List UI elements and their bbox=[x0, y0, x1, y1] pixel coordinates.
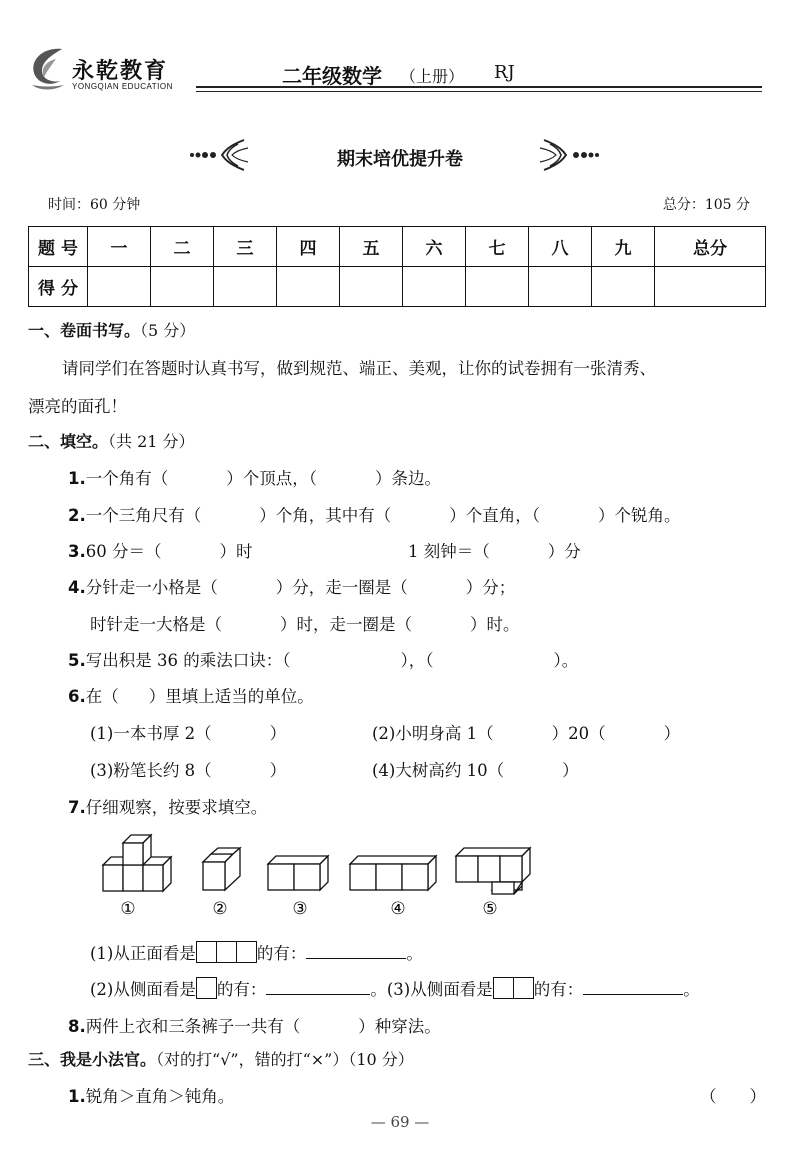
question-text: ）分，走一圈是（ bbox=[275, 578, 408, 597]
question-2-7 bbox=[68, 794, 267, 818]
question-text: ）个直角，（ bbox=[449, 506, 540, 525]
score-table-col-8: 八 bbox=[529, 227, 592, 267]
score-cell-total[interactable] bbox=[655, 267, 766, 307]
section-1-line-2: 漂亮的面孔！ bbox=[28, 397, 127, 416]
score-table-col-3: 三 bbox=[214, 227, 277, 267]
question-text: 的有： bbox=[256, 944, 307, 963]
book-volume: （上册） bbox=[400, 67, 465, 86]
question-number: 4. bbox=[68, 578, 86, 597]
cube-figure-2 bbox=[203, 848, 240, 890]
question-text: 。 bbox=[406, 944, 423, 963]
cube-label-4: ④ bbox=[390, 899, 406, 919]
question-number: 7. bbox=[68, 798, 86, 817]
score-cell[interactable] bbox=[403, 267, 466, 307]
question-2-7-2 bbox=[90, 976, 700, 1000]
question-text: 在（ bbox=[85, 687, 119, 706]
header-rule bbox=[196, 86, 762, 92]
question-2-6-2 bbox=[372, 720, 680, 744]
view-square-icon bbox=[514, 977, 534, 999]
score-cell[interactable] bbox=[340, 267, 403, 307]
question-2-8 bbox=[68, 1013, 441, 1037]
answer-blank[interactable] bbox=[583, 980, 683, 995]
score-table-col-7: 七 bbox=[466, 227, 529, 267]
question-number: 2. bbox=[68, 506, 86, 525]
section-2-heading bbox=[28, 429, 195, 452]
question-text: 的有： bbox=[533, 980, 584, 999]
question-text: 写出积是 36 的乘法口诀：（ bbox=[85, 651, 291, 670]
question-text: ）时。 bbox=[470, 615, 520, 634]
question-text: ） bbox=[269, 761, 287, 780]
question-2-6 bbox=[68, 683, 314, 707]
cube-label-2: ② bbox=[212, 899, 228, 919]
score-cell[interactable] bbox=[277, 267, 340, 307]
brand-logo-icon bbox=[26, 45, 68, 93]
question-text: (3)从侧面看是 bbox=[386, 980, 493, 999]
cube-figures bbox=[98, 832, 538, 922]
question-text: 时针走一大格是（ bbox=[90, 615, 222, 634]
question-text: ）种穿法。 bbox=[358, 1017, 441, 1036]
judge-answer-paren[interactable]: （ ） bbox=[700, 1087, 766, 1106]
question-2-4b bbox=[90, 611, 520, 635]
question-text: (2)小明身高 1（ bbox=[372, 724, 494, 743]
question-text: (1)一本书厚 2（ bbox=[90, 724, 212, 743]
exam-time: 时间：60 分钟 bbox=[48, 197, 141, 213]
question-text: 锐角＞直角＞钝角。 bbox=[85, 1087, 235, 1106]
page-number: — 69 — bbox=[370, 1113, 430, 1131]
cube-label-1: ① bbox=[120, 899, 136, 919]
question-text: ），（ bbox=[400, 651, 434, 670]
section-1-score: （5 分） bbox=[140, 321, 196, 340]
question-text: 1 刻钟＝（ bbox=[408, 542, 490, 561]
question-text: ）20（ bbox=[551, 724, 606, 743]
question-number: 3. bbox=[68, 542, 86, 561]
exam-total-score: 总分：105 分 bbox=[662, 197, 750, 213]
answer-blank[interactable] bbox=[306, 944, 406, 959]
score-table bbox=[28, 226, 766, 307]
question-text: 分针走一小格是（ bbox=[85, 578, 218, 597]
question-text: 。 bbox=[370, 980, 387, 999]
score-cell[interactable] bbox=[466, 267, 529, 307]
section-3-title: 三、我是小法官。 bbox=[28, 1050, 157, 1069]
cube-figure-3 bbox=[268, 856, 328, 890]
question-text: ） bbox=[562, 761, 579, 780]
score-table-col-6: 六 bbox=[403, 227, 466, 267]
question-text: ）个锐角。 bbox=[598, 506, 681, 525]
question-text: 60 分＝（ bbox=[85, 542, 162, 561]
section-1-line-1: 请同学们在答题时认真书写，做到规范、端正、美观，让你的试卷拥有一张清秀、 bbox=[62, 359, 656, 378]
question-text: (4)大树高约 10（ bbox=[372, 761, 505, 780]
cube-figure-4 bbox=[350, 856, 436, 890]
section-1-title: 一、卷面书写。 bbox=[28, 321, 141, 340]
question-number: 8. bbox=[68, 1017, 86, 1036]
question-text: (1)从正面看是 bbox=[90, 944, 196, 963]
question-text: ）个角，其中有（ bbox=[259, 506, 392, 525]
question-text: ）分； bbox=[465, 578, 516, 597]
question-2-4a bbox=[68, 574, 515, 598]
question-text: ）时，走一圈是（ bbox=[280, 615, 412, 634]
question-number: 1. bbox=[68, 469, 86, 488]
view-square-icon bbox=[493, 977, 514, 999]
score-cell[interactable] bbox=[529, 267, 592, 307]
score-table-col-4: 四 bbox=[277, 227, 340, 267]
question-text: ）条边。 bbox=[375, 469, 441, 488]
view-square-icon bbox=[217, 941, 237, 963]
question-3-1 bbox=[68, 1083, 234, 1107]
score-table-col-1: 一 bbox=[88, 227, 151, 267]
score-cell[interactable] bbox=[151, 267, 214, 307]
question-2-3a bbox=[68, 538, 253, 562]
cube-label-5: ⑤ bbox=[482, 899, 498, 919]
section-2-score: （共 21 分） bbox=[108, 432, 195, 451]
question-text: ）。 bbox=[553, 651, 579, 670]
score-table-col-total: 总分 bbox=[655, 227, 766, 267]
question-text: 的有： bbox=[216, 980, 267, 999]
brand-name: 永乾教育 bbox=[72, 58, 169, 84]
cube-figure-5 bbox=[456, 848, 530, 894]
question-2-5 bbox=[68, 647, 578, 671]
cube-label-3: ③ bbox=[292, 899, 308, 919]
score-table-header-row bbox=[29, 227, 766, 267]
question-text: (3)粉笔长约 8（ bbox=[90, 761, 212, 780]
question-text: 仔细观察，按要求填空。 bbox=[85, 798, 268, 817]
section-3-heading bbox=[28, 1047, 414, 1070]
title-ornament-right-icon bbox=[538, 138, 614, 172]
question-text: 。 bbox=[683, 980, 700, 999]
question-number: 6. bbox=[68, 687, 86, 706]
question-text: (2)从侧面看是 bbox=[90, 980, 196, 999]
question-text: 一个三角尺有（ bbox=[85, 506, 202, 525]
answer-blank[interactable] bbox=[266, 980, 370, 995]
question-text: ）个顶点，（ bbox=[226, 469, 317, 488]
question-text: 一个角有（ bbox=[85, 469, 169, 488]
view-square-icon bbox=[196, 941, 217, 963]
question-number: 1. bbox=[68, 1087, 86, 1106]
question-text: ） bbox=[269, 724, 287, 743]
question-text: ）分 bbox=[547, 542, 581, 561]
section-3-note: （对的打“√”，错的打“×”）（10 分） bbox=[156, 1050, 414, 1069]
score-cell[interactable] bbox=[214, 267, 277, 307]
question-2-7-1 bbox=[90, 940, 423, 964]
score-table-score-row bbox=[29, 267, 766, 307]
score-table-col-5: 五 bbox=[340, 227, 403, 267]
section-1-heading bbox=[28, 318, 195, 341]
question-2-2 bbox=[68, 502, 681, 526]
question-text: ）时 bbox=[219, 542, 253, 561]
score-table-col-9: 九 bbox=[592, 227, 655, 267]
score-table-label-question: 题 号 bbox=[29, 227, 88, 267]
question-number: 5. bbox=[68, 651, 86, 670]
book-edition: RJ bbox=[494, 62, 515, 83]
question-text: ） bbox=[663, 724, 681, 743]
question-text: ）里填上适当的单位。 bbox=[148, 687, 314, 706]
brand-name-english: YONGQIAN EDUCATION bbox=[72, 82, 173, 91]
view-square-icon bbox=[196, 977, 217, 999]
score-table-col-2: 二 bbox=[151, 227, 214, 267]
view-square-icon bbox=[237, 941, 257, 963]
question-2-6-4 bbox=[372, 757, 579, 781]
question-2-1 bbox=[68, 465, 441, 489]
score-cell[interactable] bbox=[592, 267, 655, 307]
question-2-6-3 bbox=[90, 757, 286, 781]
paper-title: 期末培优提升卷 bbox=[337, 149, 463, 170]
book-title: 二年级数学 bbox=[282, 64, 382, 88]
question-2-3b bbox=[408, 538, 581, 562]
cube-figure-1 bbox=[103, 835, 171, 891]
section-2-title: 二、填空。 bbox=[28, 432, 109, 451]
score-table-label-score: 得 分 bbox=[29, 267, 88, 307]
score-cell[interactable] bbox=[88, 267, 151, 307]
question-2-6-1 bbox=[90, 720, 286, 744]
question-text: 两件上衣和三条裤子一共有（ bbox=[85, 1017, 301, 1036]
